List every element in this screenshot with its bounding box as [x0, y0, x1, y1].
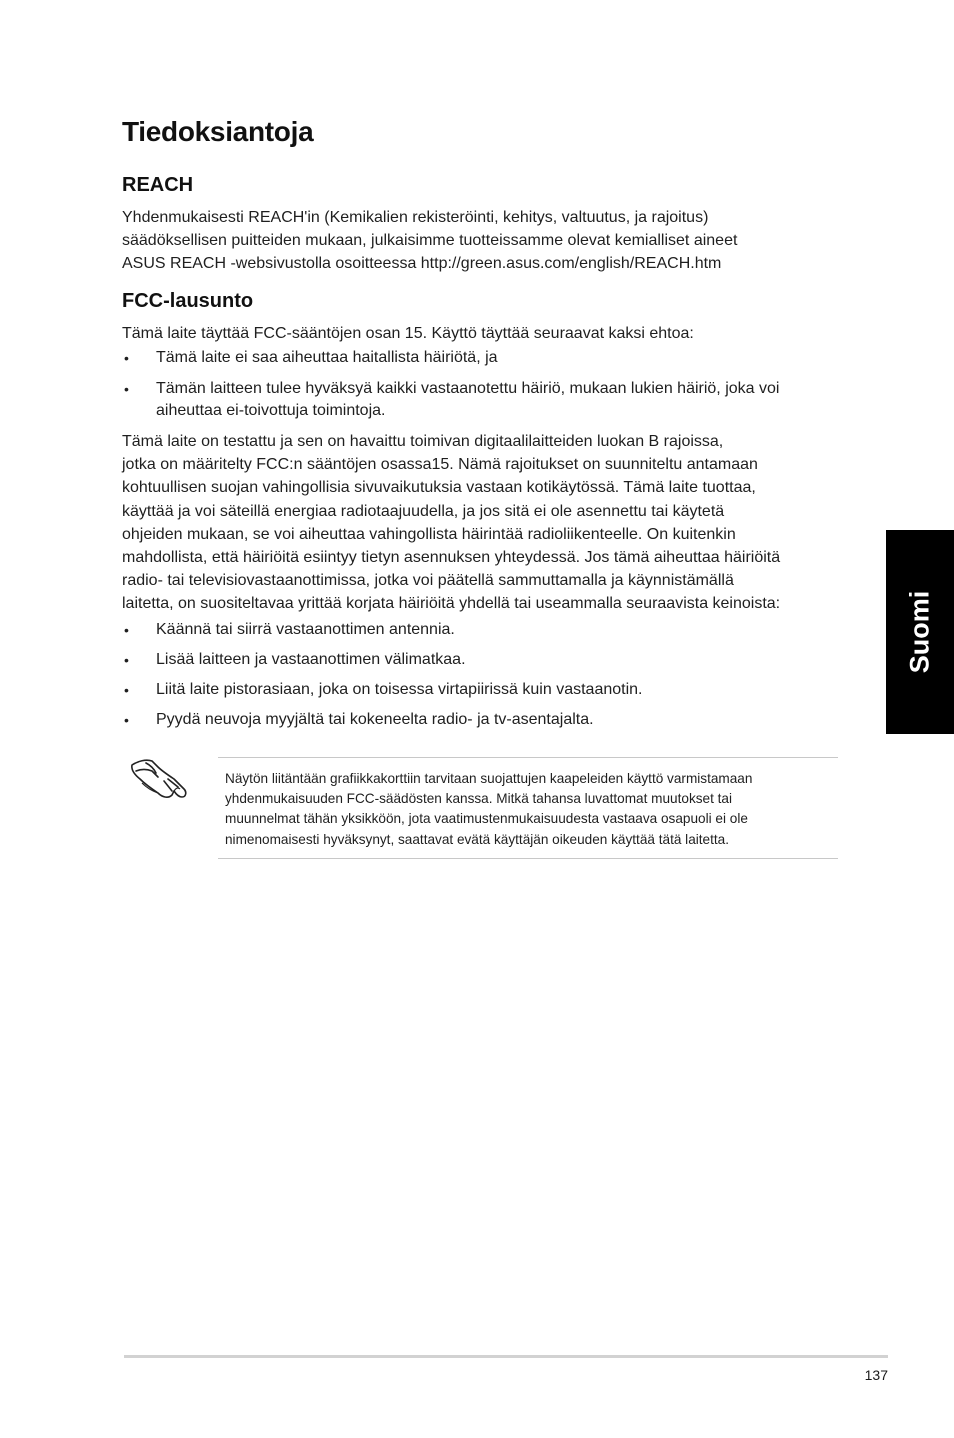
list-item [122, 347, 847, 370]
note-line: nimenomaisesti hyväksynyt, saattavat evätä käyttäjän oikeuden käyttää tätä laitetta. [225, 831, 730, 847]
reach-line: säädöksellisen puitteiden mukaan, julkaisimme tuotteissamme olevat kemialliset aineet [122, 232, 738, 250]
list-item-text: Lisää laitteen ja vastaanottimen välimatkaa. [156, 651, 466, 668]
list-item-text: Liitä laite pistorasiaan, joka on toisessa virtapiirissä kuin vastaanotin. [156, 681, 643, 698]
fcc-line: mahdollista, että häiriöitä esiintyy tietyn asennuksen yhteydessä. Jos tämä aiheuttaa häiriöitä [122, 549, 781, 567]
reach-line: ASUS REACH -websivustolla osoitteessa http://green.asus.com/english/REACH.htm [122, 255, 722, 273]
note-line: muunnelmat tähän yksikköön, jota vaatimustenmukaisuudesta vastaava osapuoli ei ole [225, 811, 748, 827]
fcc-line: Tämä laite on testattu ja sen on havaittu toimivan digitaalilaitteiden luokan B rajoissa, [122, 433, 724, 450]
bullet-icon: • [124, 380, 129, 397]
note-line: yhdenmukaisuuden FCC-säädösten kanssa. Mitkä tahansa luvattomat muutokset tai [225, 791, 733, 807]
list-item [122, 619, 847, 642]
list-item [122, 679, 847, 702]
reach-heading: REACH [122, 174, 194, 196]
fcc-measures-list [122, 619, 847, 732]
bullet-icon: • [124, 622, 129, 638]
list-item [122, 649, 847, 672]
fcc-intro: Tämä laite täyttää FCC-sääntöjen osan 15. Käyttö täyttää seuraavat kaksi ehtoa: [122, 325, 694, 342]
note-box [218, 757, 838, 859]
bullet-icon: • [124, 712, 129, 728]
fcc-line: ohjeiden mukaan, se voi aiheuttaa vahingollista häirintää radioliikenteelle. On kuitenkin [122, 525, 736, 543]
fcc-line: jotka on määritelty FCC:n sääntöjen osassa15. Nämä rajoitukset on suunniteltu antamaan [122, 456, 758, 474]
fcc-paragraph [122, 430, 847, 616]
list-item-text: Käännä tai siirrä vastaanottimen antennia. [156, 621, 455, 638]
list-item [122, 378, 847, 423]
bullet-icon: • [124, 350, 129, 366]
reach-line: Yhdenmukaisesti REACH'in (Kemikalien rekisteröinti, kehitys, valtuutus, ja rajoitus) [122, 209, 709, 226]
list-item-text: Tämä laite ei saa aiheuttaa haitallista häiriötä, ja [156, 349, 498, 366]
pointing-hand-icon [128, 753, 190, 803]
language-tab-label: Suomi [904, 590, 935, 674]
bullet-icon: • [124, 652, 129, 668]
note-text [225, 769, 825, 850]
fcc-line: kohtuullisen suojan vahingollisia sivuvaikutuksia vastaan kotikäytössä. Tämä laite tuottaa, [122, 479, 756, 497]
footer-divider [124, 1355, 888, 1358]
fcc-line: radio- tai televisiovastaanottimissa, jotka voi päätellä sammuttamalla ja käynnistämällä [122, 572, 734, 590]
fcc-conditions-list [122, 347, 847, 423]
list-item [122, 709, 847, 732]
note-line: Näytön liitäntään grafiikkakorttiin tarvitaan suojattujen kaapeleiden käyttö varmistamaan [225, 771, 753, 786]
language-side-tab [886, 530, 954, 734]
reach-paragraph [122, 206, 847, 276]
list-item-text: Pyydä neuvoja myyjältä tai kokeneelta radio- ja tv-asentajalta. [156, 711, 594, 728]
list-item-text: Tämän laitteen tulee hyväksyä kaikki vastaanotettu häiriö, mukaan lukien häiriö, joka voi aiheuttaa ei-toivottuja toimintoja. [156, 379, 780, 419]
page-title: Tiedoksiantoja [122, 116, 314, 147]
fcc-line: laitetta, on suositeltavaa yrittää korjata häiriöitä yhdellä tai useammalla seuraavista keinoista: [122, 595, 781, 613]
page-number: 137 [864, 1367, 888, 1383]
fcc-line: käyttää ja voi säteillä energiaa radiotaajuudella, ja jos sitä ei ole asennettu tai käytetä [122, 502, 725, 520]
bullet-icon: • [124, 682, 129, 698]
fcc-heading: FCC-lausunto [122, 290, 254, 312]
